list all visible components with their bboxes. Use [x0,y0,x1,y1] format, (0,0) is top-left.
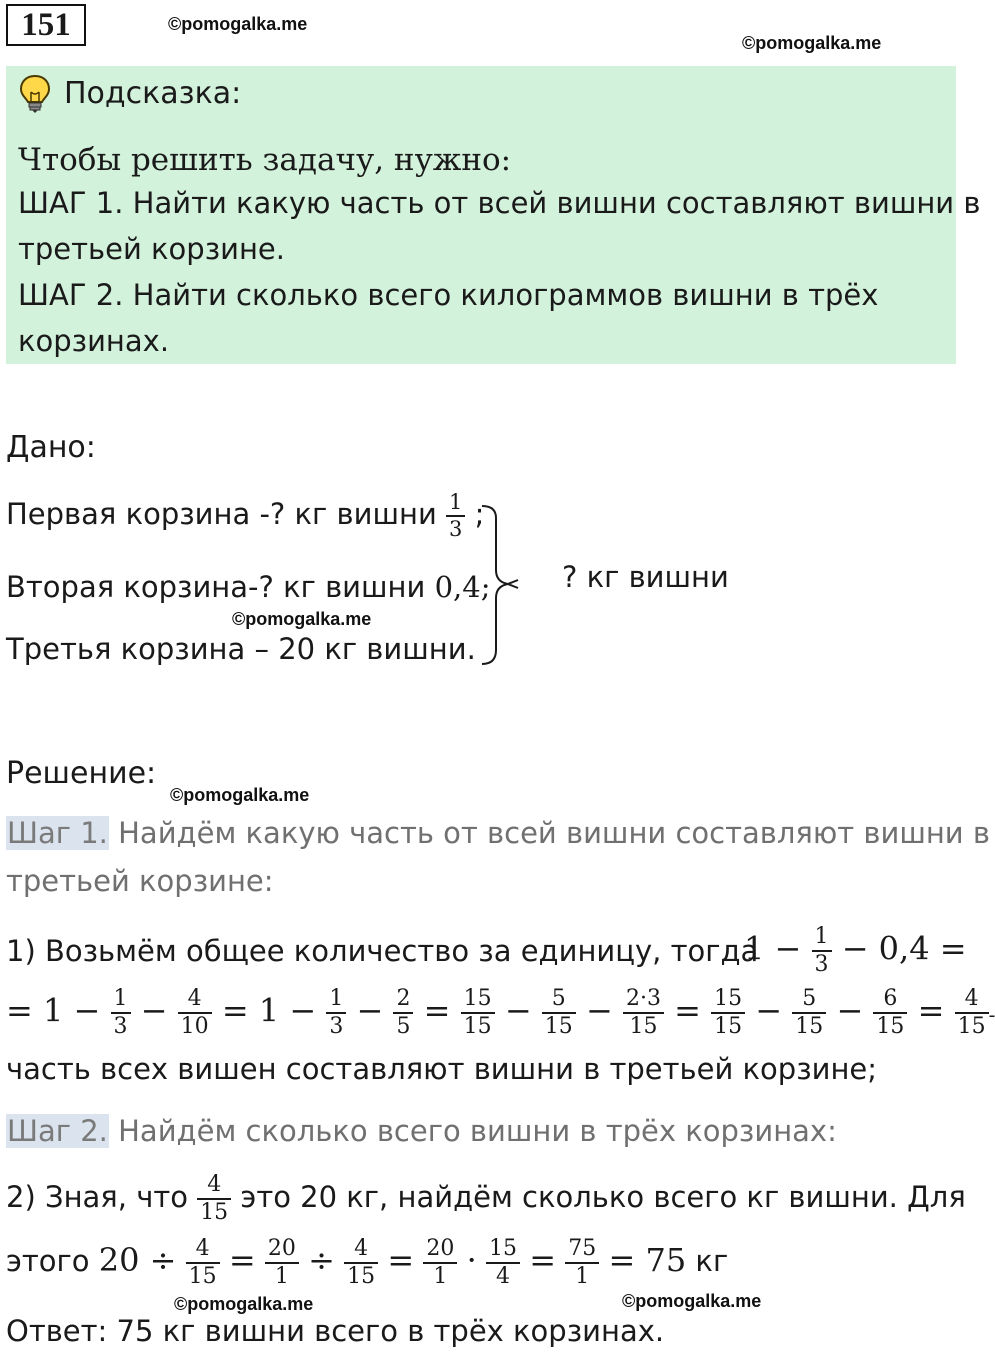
solution-step2-text: Найдём сколько всего вишни в трёх корзинах: [118,1114,837,1148]
hint-intro: Чтобы решить задачу, нужно: [18,142,512,178]
hint-step2-text: Найти сколько всего килограммов вишни в трёх [132,278,879,312]
solution-step1 [6,816,990,850]
given-line2-value: 0,4; [434,570,491,604]
solution-step1-text: Найдём какую часть от всей вишни составляют вишни в [118,816,990,850]
solution-item2: 2) Зная, что $\frac{4}{15}$ это 20 кг, найдём сколько всего кг вишни. Для [6,1172,966,1225]
given-line2 [6,570,490,604]
hint-step2 [18,278,878,312]
fraction: $\frac{1}{3}$ [446,490,465,542]
solution-step2-label: Шаг 2. [7,1114,108,1148]
given-line2-text: Вторая корзина-? кг вишни [6,570,426,604]
equation-1b: = 1 − $\frac{1}{3}$ − $\frac{4}{10}$ = 1 − $\frac{1}{3}$ − $\frac{2}{5}$ = $\frac{15}{15}$ − $\frac{5}{15}$ − $\frac{2\cdot 3}{15}$ = $\frac{15}{15}$ − $\frac{5}{15}$ − $\frac{6}{15}$ = $\frac{4}{15}$ - [6,986,995,1039]
watermark: ©pomogalka.me [742,33,882,53]
hint-step1-text: Найти какую часть от всей вишни составляют вишни в [132,186,981,220]
lightbulb-icon [18,74,52,114]
hint-step1-cont: третьей корзине. [18,232,285,266]
solution-item1-tail: часть всех вишен составляют вишни в третьей корзине; [6,1052,878,1086]
solution-step1-label: Шаг 1. [7,816,108,850]
given-line1: Первая корзина -? кг вишни $\frac{1}{3}$ ; [6,490,485,541]
curly-brace [478,504,526,668]
hint-title: Подсказка: [64,76,242,111]
task-number: 151 [6,4,86,46]
given-total: ? кг вишни [562,560,729,594]
solution-step1-cont: третьей корзине: [6,864,274,898]
given-heading: Дано: [6,430,96,465]
hint-step1 [18,186,980,220]
watermark: ©pomogalka.me [174,1294,314,1314]
solution-item2-eq: этого 20 ÷ $\frac{4}{15}$ = $\frac{20}{1}$ ÷ $\frac{4}{15}$ = $\frac{20}{1}$ · $\frac{15}{4}$ = $\frac{75}{1}$ = 75 кг [6,1236,729,1289]
hint-step1-label: ШАГ 1. [18,186,124,220]
solution-item1: 1) Возьмём общее количество за единицу, тогда [6,934,759,968]
hint-step2-label: ШАГ 2. [18,278,124,312]
watermark: ©pomogalka.me [170,785,310,805]
answer-label: Ответ: [6,1314,108,1348]
watermark: ©pomogalka.me [622,1291,762,1311]
equation-1a: 1 − $\frac{1}{3}$ − 0,4 = [744,924,967,977]
solution-step2 [6,1114,837,1148]
given-line1-text: Первая корзина -? кг вишни [6,497,437,531]
answer [6,1314,664,1348]
solution-heading: Решение: [6,756,157,791]
hint-step2-cont: корзинах. [18,324,170,358]
watermark: ©pomogalka.me [232,609,372,629]
watermark: ©pomogalka.me [168,14,308,34]
answer-text: 75 кг вишни всего в трёх корзинах. [116,1314,665,1348]
given-line3: Третья корзина – 20 кг вишни. [6,632,476,666]
